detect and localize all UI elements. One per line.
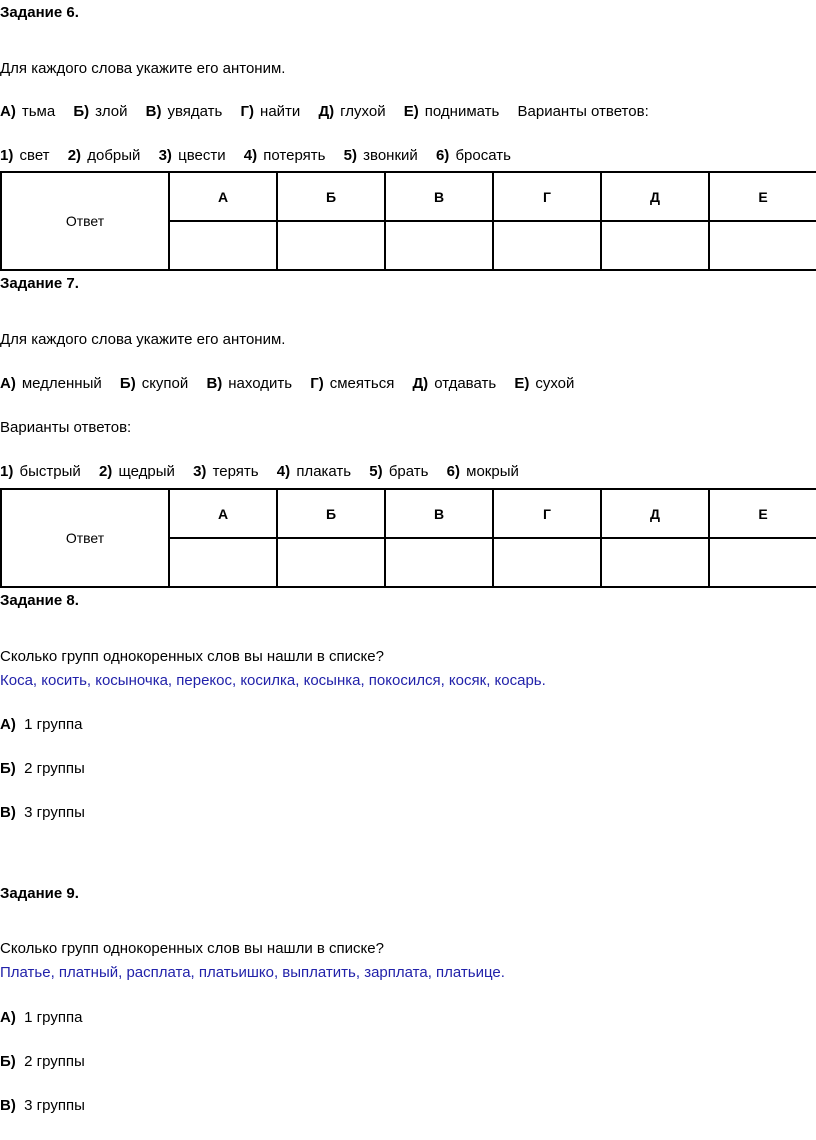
word: скупой: [141, 375, 189, 392]
task7-instruction: Для каждого слова укажите его антоним.: [0, 331, 286, 348]
option-text: 3 группы: [24, 804, 85, 821]
variant-word: цвести: [178, 147, 226, 164]
word-letter: Е): [514, 375, 530, 392]
answer-col-header: А: [169, 489, 277, 538]
task7-title: Задание 7.: [0, 275, 79, 292]
variant-num: 3): [193, 463, 207, 480]
answer-cell[interactable]: [601, 538, 709, 587]
option-letter: А): [0, 716, 16, 733]
task8-option-b[interactable]: [0, 760, 85, 778]
variant-word: мокрый: [466, 463, 519, 480]
word: медленный: [21, 375, 102, 392]
answer-cell[interactable]: [601, 221, 709, 270]
task9-title: Задание 9.: [0, 885, 79, 902]
answer-cell[interactable]: [169, 221, 277, 270]
variant-num: 5): [343, 147, 357, 164]
option-text: 2 группы: [24, 760, 85, 777]
answer-cell[interactable]: [169, 538, 277, 587]
task9-question: Сколько групп однокоренных слов вы нашли в списке?: [0, 940, 384, 957]
variant-num: 1): [0, 147, 14, 164]
option-letter: А): [0, 1009, 16, 1026]
answer-col-header: В: [385, 172, 493, 221]
answer-label: Ответ: [1, 172, 169, 270]
option-letter: Б): [0, 760, 16, 777]
task8-question: Сколько групп однокоренных слов вы нашли в списке?: [0, 648, 384, 665]
word-letter: Б): [119, 375, 136, 392]
answer-cell[interactable]: [277, 538, 385, 587]
task6-answer-table: [0, 171, 816, 271]
word-letter: Б): [73, 103, 90, 120]
option-text: 3 группы: [24, 1097, 85, 1114]
option-text: 1 группа: [24, 716, 83, 733]
word: глухой: [340, 103, 386, 120]
option-text: 2 группы: [24, 1053, 85, 1070]
answer-label: Ответ: [1, 489, 169, 587]
variant-num: 4): [243, 147, 258, 164]
answer-cell[interactable]: [709, 221, 816, 270]
answer-col-header: Е: [709, 489, 816, 538]
word-letter: Е): [403, 103, 419, 120]
task8-option-c[interactable]: [0, 804, 85, 822]
task6-words: [0, 103, 649, 121]
word: смеяться: [329, 375, 395, 392]
task7-words: [0, 375, 588, 393]
word-letter: А): [0, 103, 16, 120]
variant-word: потерять: [263, 147, 326, 164]
answer-cell[interactable]: [493, 538, 601, 587]
word: поднимать: [424, 103, 500, 120]
word: находить: [228, 375, 293, 392]
answer-cell[interactable]: [709, 538, 816, 587]
variant-num: 3): [158, 147, 172, 164]
task6-title: Задание 6.: [0, 4, 79, 21]
word: отдавать: [434, 375, 497, 392]
variant-num: 2): [67, 147, 82, 164]
answer-col-header: В: [385, 489, 493, 538]
variant-word: добрый: [87, 147, 141, 164]
option-letter: В): [0, 1097, 16, 1114]
task8-option-a[interactable]: [0, 716, 82, 734]
answer-col-header: Г: [493, 172, 601, 221]
variant-num: 5): [369, 463, 383, 480]
answer-col-header: Б: [277, 489, 385, 538]
answer-cell[interactable]: [385, 538, 493, 587]
variant-word: терять: [212, 463, 259, 480]
task7-variants-label: Варианты ответов:: [0, 419, 132, 436]
word: тьма: [21, 103, 56, 120]
task9-word-list: Платье, платный, расплата, платьишко, выплатить, зарплата, платьице.: [0, 964, 505, 981]
word-letter: Д): [318, 103, 335, 120]
word: сухой: [535, 375, 575, 392]
word: увядать: [167, 103, 223, 120]
task6-variants: [0, 147, 525, 165]
task6-instruction: Для каждого слова укажите его антоним.: [0, 60, 286, 77]
word: найти: [260, 103, 301, 120]
variant-num: 2): [98, 463, 113, 480]
variant-num: 1): [0, 463, 14, 480]
word-letter: В): [145, 103, 162, 120]
answer-cell[interactable]: [277, 221, 385, 270]
variant-word: бросать: [455, 147, 511, 164]
word-letter: Г): [310, 375, 324, 392]
variant-word: быстрый: [19, 463, 81, 480]
answer-col-header: Д: [601, 489, 709, 538]
task9-option-c[interactable]: [0, 1097, 85, 1115]
task9-option-a[interactable]: [0, 1009, 82, 1027]
word-letter: В): [206, 375, 223, 392]
variant-word: щедрый: [118, 463, 175, 480]
answer-col-header: Е: [709, 172, 816, 221]
variant-num: 6): [446, 463, 460, 480]
answer-col-header: Б: [277, 172, 385, 221]
answer-col-header: Д: [601, 172, 709, 221]
variant-word: звонкий: [363, 147, 418, 164]
variant-num: 6): [435, 147, 450, 164]
variant-num: 4): [276, 463, 291, 480]
answer-cell[interactable]: [385, 221, 493, 270]
task8-word-list: Коса, косить, косыночка, перекос, косилка, косынка, покосился, косяк, косарь.: [0, 672, 546, 689]
answer-col-header: Г: [493, 489, 601, 538]
option-letter: В): [0, 804, 16, 821]
variant-word: плакать: [296, 463, 352, 480]
variant-word: брать: [388, 463, 429, 480]
variants-label: Варианты ответов:: [517, 103, 649, 120]
word: злой: [95, 103, 128, 120]
answer-col-header: А: [169, 172, 277, 221]
task7-variants: [0, 463, 533, 481]
word-letter: Г): [240, 103, 255, 120]
task8-title: Задание 8.: [0, 592, 79, 609]
option-letter: Б): [0, 1053, 16, 1070]
answer-cell[interactable]: [493, 221, 601, 270]
word-letter: А): [0, 375, 16, 392]
word-letter: Д): [412, 375, 429, 392]
option-text: 1 группа: [24, 1009, 83, 1026]
variant-word: свет: [19, 147, 50, 164]
task9-option-b[interactable]: [0, 1053, 85, 1071]
task7-answer-table: [0, 488, 816, 588]
